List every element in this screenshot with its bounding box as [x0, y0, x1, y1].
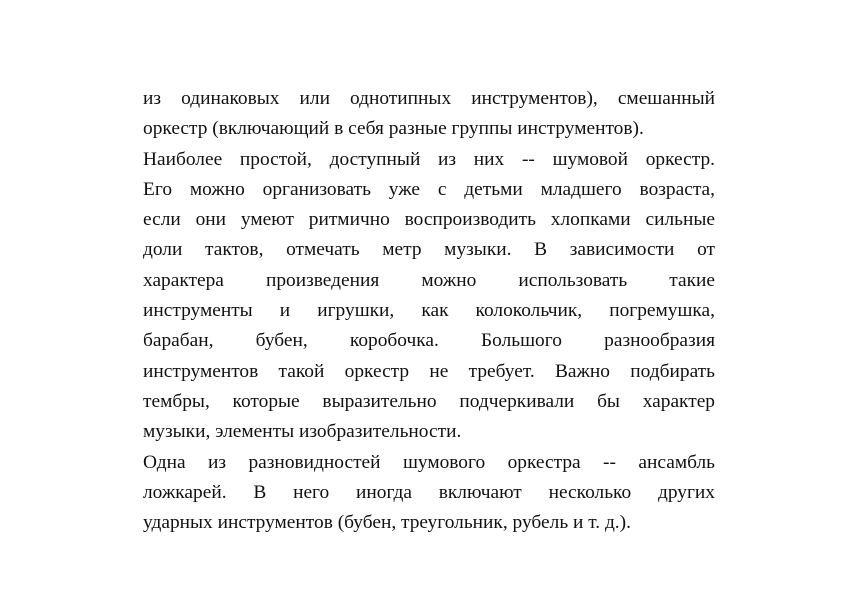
text-line: ударных инструментов (бубен, треугольник, рубель и т. д.).: [143, 512, 631, 534]
text-line: из одинаковых или однотипных инструментов), смешанный: [143, 88, 715, 109]
text-line: музыки, элементы изобразительности.: [143, 421, 462, 443]
document-text: [143, 84, 715, 538]
text-line: барабан, бубен, коробочка. Большого разнообразия: [143, 330, 715, 352]
text-line: доли тактов, отмечать метр музыки. В зависимости от: [143, 239, 715, 261]
text-line: инструментов такой оркестр не требует. Важно подбирать: [143, 360, 715, 382]
text-line: характера произведения можно использовать такие: [143, 269, 715, 291]
text-line: тембры, которые выразительно подчеркивали бы характер: [143, 390, 715, 412]
text-line: если они умеют ритмично воспроизводить хлопками сильные: [143, 209, 715, 231]
paragraph-orchestra-types: [143, 84, 715, 145]
paragraph-noise-orchestra: [143, 145, 715, 448]
paragraph-spoon-ensemble: [143, 448, 715, 539]
text-line: Одна из разновидностей шумового оркестра -- ансамбль: [143, 451, 715, 473]
text-line: Наиболее простой, доступный из них -- шумовой оркестр.: [143, 148, 715, 170]
text-line: Его можно организовать уже с детьми младшего возраста,: [143, 178, 715, 200]
text-line: инструменты и игрушки, как колокольчик, погремушка,: [143, 300, 715, 322]
text-line: ложкарей. В него иногда включают несколько других: [143, 481, 715, 503]
text-line: оркестр (включающий в себя разные группы инструментов).: [143, 118, 644, 140]
